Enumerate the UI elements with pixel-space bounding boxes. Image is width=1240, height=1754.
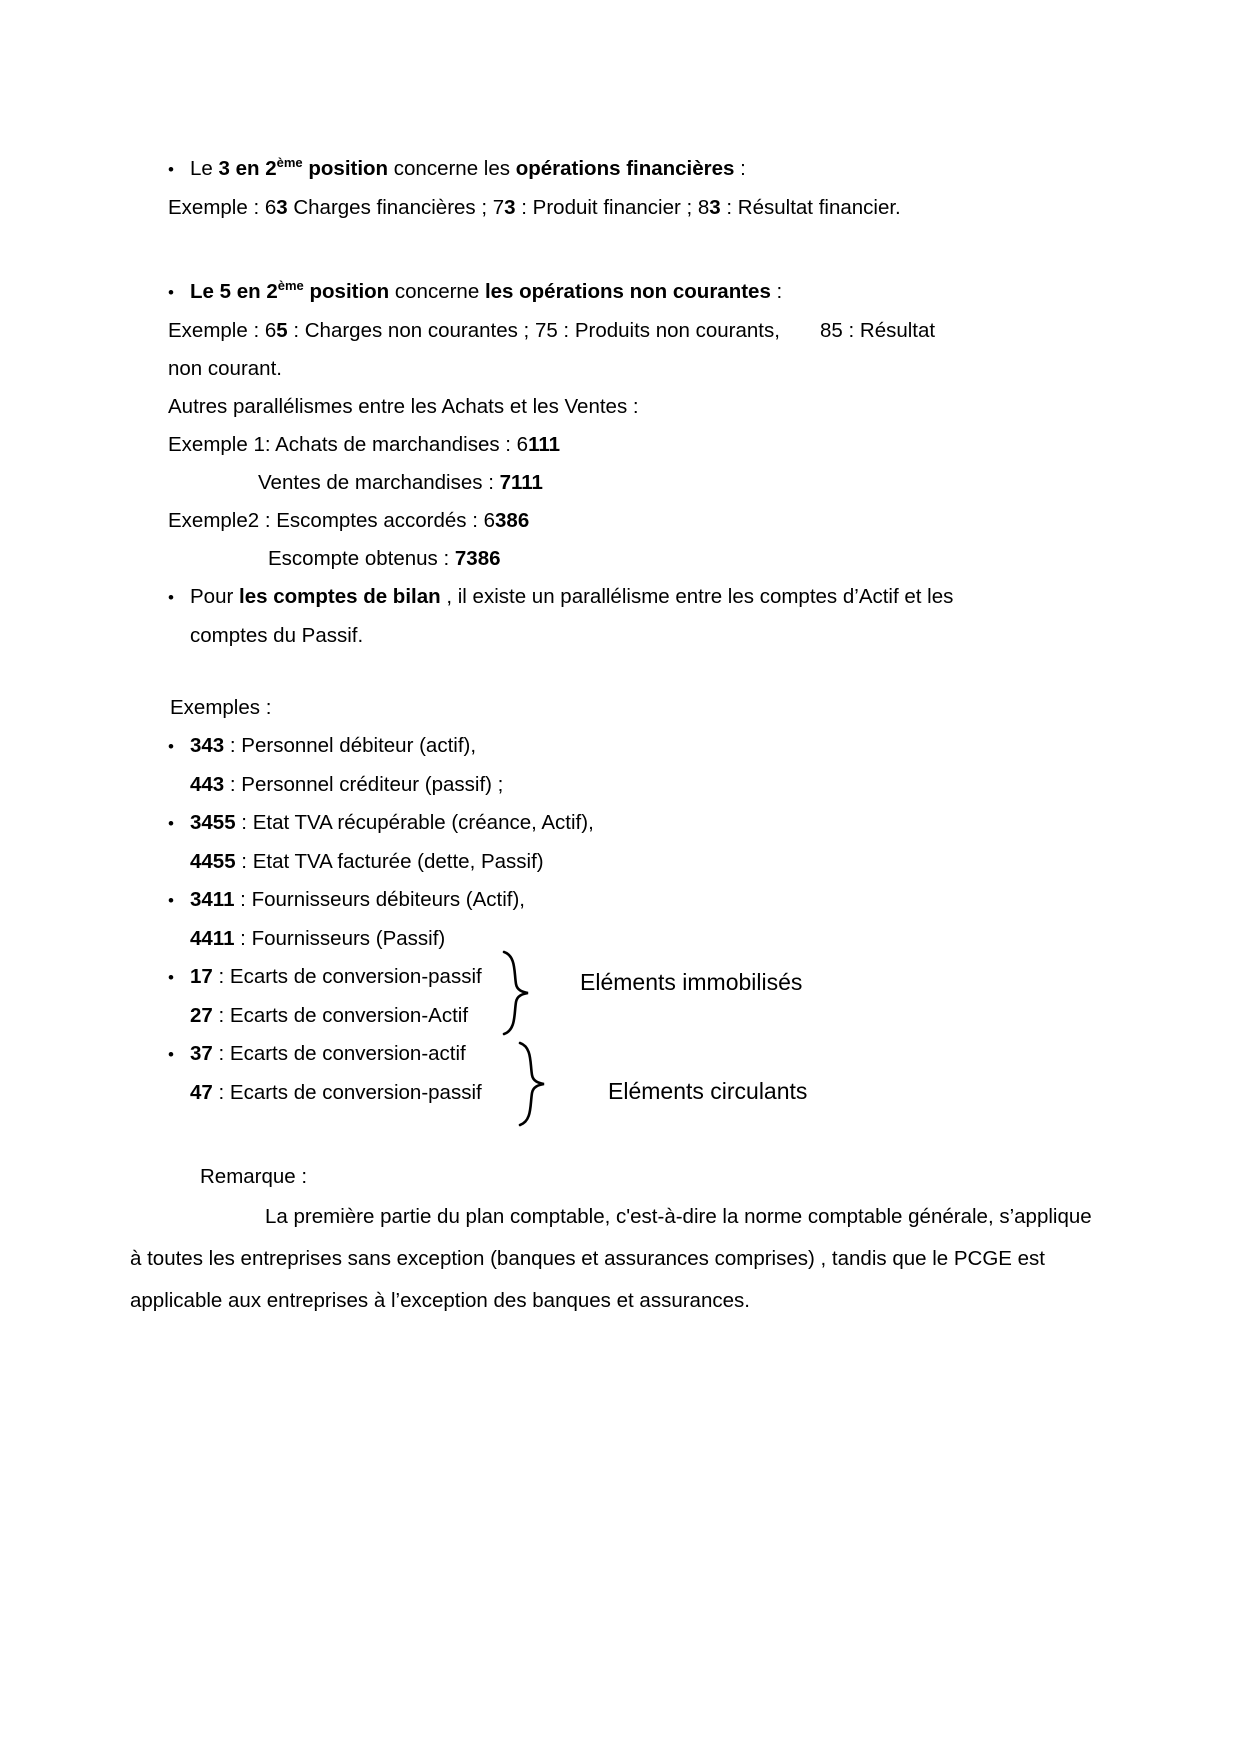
- text-en: en: [231, 280, 267, 303]
- example-bold-3a: 3: [276, 196, 288, 219]
- spacer-3: [130, 1112, 1110, 1158]
- account-label-sub: : Etat TVA facturée (dette, Passif): [235, 850, 544, 873]
- text-bold-5: 5: [219, 280, 232, 303]
- example-lead: Exemple : 6: [168, 319, 277, 342]
- brace-label-elements-circulants: Eléments circulants: [608, 1078, 808, 1104]
- account-code-sub: 47: [190, 1081, 213, 1104]
- bullet-text-operations-non-courantes: [190, 273, 1110, 311]
- brace-row-sub-text: [130, 997, 610, 1035]
- brace-row-sub-text: [130, 1074, 610, 1112]
- exemple1-ventes-line: [130, 464, 1110, 502]
- exemple1b-label: Ventes de marchandises :: [258, 471, 500, 494]
- account-code: 37: [190, 1042, 213, 1065]
- example-mid-2: : Produit financier ; 8: [515, 196, 710, 219]
- text-bold-3: 3: [218, 157, 230, 180]
- list-item: [130, 804, 1110, 881]
- exemple1-code: 111: [528, 433, 561, 456]
- account-label: : Etat TVA récupérable (créance, Actif),: [235, 811, 594, 834]
- brace-row-main: [130, 958, 610, 997]
- exemple2-escompte-obtenus-line: [130, 540, 1110, 578]
- account-label-sub: : Ecarts de conversion-passif: [212, 1081, 482, 1104]
- example-lead: Exemple : 6: [168, 196, 277, 219]
- bullet-marker-icon: [130, 1035, 190, 1074]
- brace-group-elements-immobilises: [130, 958, 1110, 1035]
- example-mid-1: Charges financières ; 7: [287, 196, 505, 219]
- list-item: [130, 727, 1110, 804]
- comptes-du-passif-line: comptes du Passif.: [190, 624, 364, 647]
- exemple2-escomptes-line: [130, 502, 1110, 540]
- spacer-1: [130, 227, 1110, 273]
- list-item: [130, 881, 1110, 958]
- brace-label-elements-immobilises: Eléments immobilisés: [580, 969, 803, 995]
- example-pair-sub: [130, 766, 1110, 804]
- brace-row-main-text: [190, 958, 610, 996]
- account-code: 343: [190, 734, 225, 757]
- account-label: : Ecarts de conversion-actif: [212, 1042, 466, 1065]
- examples-header: Exemples :: [170, 696, 272, 719]
- bullet-marker-icon: [130, 273, 190, 312]
- text-bold-comptes-de-bilan: les comptes de bilan: [239, 585, 441, 608]
- text-topic-operations-financieres: opérations financières: [515, 157, 735, 180]
- text-en: en: [229, 157, 266, 180]
- remark-paragraph: [130, 1196, 1095, 1322]
- text-concerne: concerne: [389, 280, 485, 303]
- account-label: : Fournisseurs débiteurs (Actif),: [234, 888, 525, 911]
- bullet-marker-icon: [130, 150, 190, 189]
- text-colon: :: [770, 280, 783, 303]
- account-label-sub: : Personnel créditeur (passif) ;: [224, 773, 504, 796]
- account-label: : Personnel débiteur (actif),: [224, 734, 477, 757]
- example-pair-sub: [130, 843, 1110, 881]
- text-bold-2: 2: [266, 280, 278, 303]
- example-pair-sub: [130, 920, 1110, 958]
- account-code-sub: 4455: [190, 850, 236, 873]
- account-label-sub: : Fournisseurs (Passif): [234, 927, 446, 950]
- example-line-non-courantes: [130, 312, 1110, 350]
- exemple1b-code-lead: 7: [499, 471, 511, 494]
- example-bold-3b: 3: [504, 196, 516, 219]
- example-bold-3c: 3: [709, 196, 721, 219]
- bullet-text-comptes-de-bilan: [190, 578, 1110, 616]
- exemple1-achats-line: [130, 426, 1110, 464]
- example-pair-row: [130, 881, 1110, 920]
- account-code-sub: 4411: [190, 927, 235, 950]
- example-tail: : Charges non courantes ; 75 : Produits non courants,: [287, 319, 780, 342]
- bullet-marker-icon: [130, 881, 190, 920]
- remark-body-text: La première partie du plan comptable, c'est-à-dire la norme comptable générale, s’applique à toutes les entreprises sans exception (banques et assurances comprises) , tandis que le PCGE est applicable aux entreprises à l’exception des banques et assurances.: [130, 1205, 1092, 1312]
- remark-heading: Remarque :: [200, 1165, 308, 1188]
- account-label: : Ecarts de conversion-passif: [212, 965, 482, 988]
- account-code: 3411: [190, 888, 235, 911]
- bullet-marker-icon: [130, 804, 190, 843]
- spacer-2: [130, 655, 1110, 689]
- document-body: [130, 150, 1110, 1322]
- bullet-marker-icon: [130, 727, 190, 766]
- text-topic-non-courantes: les opérations non courantes: [484, 280, 771, 303]
- text-pour: Pour: [190, 585, 239, 608]
- bullet-operations-financieres: [130, 150, 1110, 189]
- exemple2b-label: Escompte obtenus :: [268, 547, 455, 570]
- exemple1b-code: 111: [511, 471, 543, 494]
- autres-parallelismes-line: Autres parallélismes entre les Achats et les Ventes :: [168, 395, 639, 418]
- exemple2b-code: 386: [466, 547, 501, 570]
- superscript-eme: ème: [277, 278, 304, 294]
- example-bold-5: 5: [276, 319, 288, 342]
- example-tail: : Résultat financier.: [720, 196, 901, 219]
- example-line-non-courantes-2: non courant.: [168, 357, 282, 380]
- text-position: position: [303, 280, 390, 303]
- text-colon: :: [734, 157, 746, 180]
- exemple2b-code-lead: 7: [454, 547, 467, 570]
- text-le: Le: [190, 280, 220, 303]
- bullet-text-operations-financieres: [190, 150, 1110, 188]
- brace-row-main: [130, 1035, 610, 1074]
- text-position: position: [302, 157, 389, 180]
- text-concerne-les: concerne les: [388, 157, 516, 180]
- example-line-financieres: [130, 189, 1110, 227]
- account-code-sub: 27: [190, 1004, 213, 1027]
- example-pair-main: [190, 881, 1110, 919]
- account-label-sub: : Ecarts de conversion-Actif: [212, 1004, 469, 1027]
- example-pair-main: [190, 804, 1110, 842]
- brace-rows: [130, 1035, 610, 1112]
- example-right-85: 85 : Résultat: [820, 319, 936, 342]
- brace-group-elements-circulants: [130, 1035, 1110, 1112]
- text-le: Le: [190, 157, 219, 180]
- account-code-sub: 443: [190, 773, 225, 796]
- example-pair-row: [130, 804, 1110, 843]
- account-code: 17: [190, 965, 213, 988]
- exemple2-code: 386: [495, 509, 530, 532]
- bullet-operations-non-courantes: [130, 273, 1110, 312]
- exemple1-label: Exemple 1: Achats de marchandises : 6: [168, 433, 529, 456]
- brace-row-main-text: [190, 1035, 610, 1073]
- bullet-comptes-de-bilan: [130, 578, 1110, 617]
- exemple2-label: Exemple2 : Escomptes accordés : 6: [168, 509, 496, 532]
- account-code: 3455: [190, 811, 236, 834]
- superscript-eme: ème: [276, 155, 303, 171]
- text-bold-2: 2: [265, 157, 277, 180]
- example-pair-main: [190, 727, 1110, 765]
- example-pair-row: [130, 727, 1110, 766]
- text-bilan-tail: , il existe un parallélisme entre les comptes d’Actif et les: [440, 585, 954, 608]
- bullet-marker-icon: [130, 578, 190, 617]
- bullet-marker-icon: [130, 958, 190, 997]
- example-pairs-list: [130, 727, 1110, 958]
- brace-rows: [130, 958, 610, 1035]
